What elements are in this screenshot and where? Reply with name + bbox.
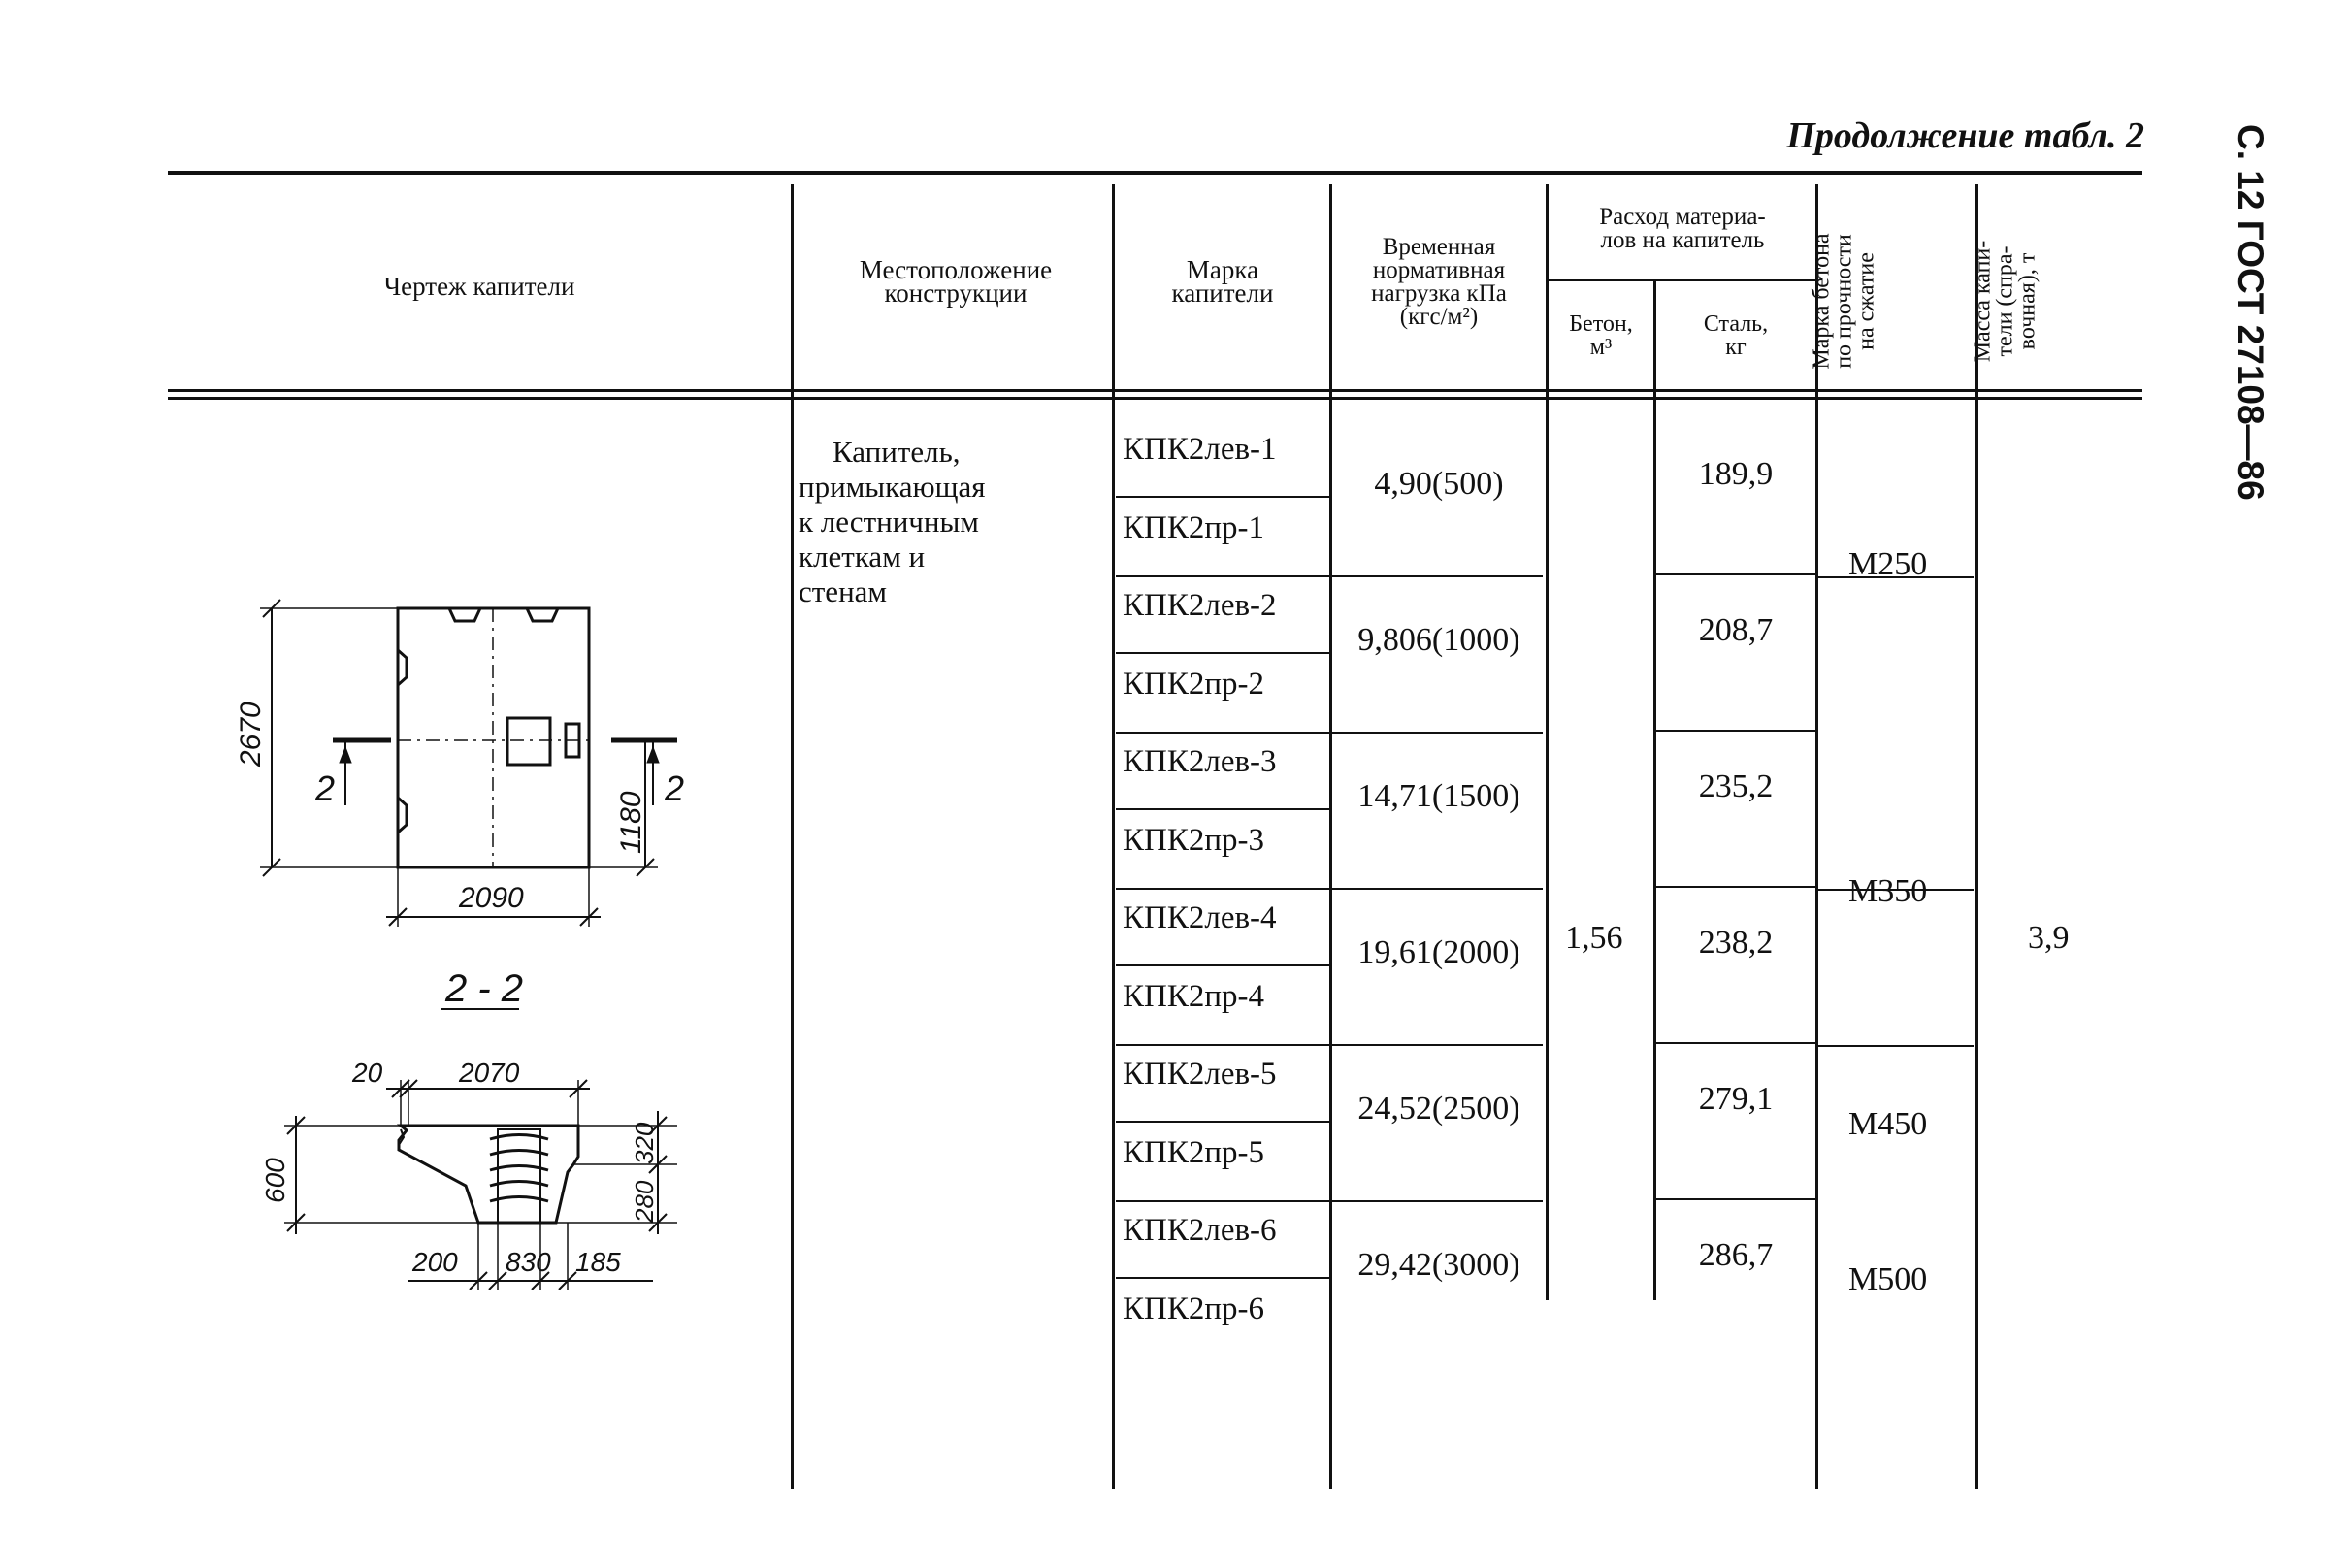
- capital-drawing: [168, 543, 789, 1320]
- header-mark: Марка капители: [1171, 255, 1274, 308]
- dim-1180: 1180: [615, 791, 647, 854]
- mark-cell: КПК2пр-6: [1123, 1290, 1265, 1326]
- mark-cell: КПК2пр-3: [1123, 822, 1265, 858]
- mark-row-divider: [1116, 964, 1329, 966]
- dim-20: 20: [352, 1058, 383, 1088]
- grade-m450: М450: [1848, 1106, 1928, 1142]
- load-cell: 4,90(500): [1374, 466, 1504, 502]
- col-divider-2: [1112, 184, 1115, 1489]
- grade-m250: М250: [1848, 546, 1928, 582]
- mark-cell: КПК2лев-6: [1123, 1213, 1277, 1248]
- steel-row-divider: [1656, 573, 1815, 575]
- load-cell: 24,52(2500): [1357, 1091, 1520, 1127]
- dim-280: 280: [630, 1180, 659, 1223]
- capital-mass: 3,9: [2028, 920, 2070, 956]
- section-mark-right: 2: [665, 768, 685, 808]
- dim-600: 600: [260, 1158, 290, 1203]
- mark-cell: КПК2лев-1: [1123, 432, 1277, 467]
- mark-cell: КПК2пр-4: [1123, 978, 1265, 1014]
- mark-cell: КПК2лев-5: [1123, 1057, 1277, 1092]
- header-mass: Масса капи- тели (спра- вочная), т: [1970, 240, 2041, 363]
- dim-2670: 2670: [235, 702, 267, 767]
- group-row-divider: [1116, 732, 1543, 734]
- col-divider-1: [791, 184, 794, 1489]
- mark-cell: КПК2пр-2: [1123, 666, 1265, 702]
- load-cell: 29,42(3000): [1357, 1247, 1520, 1283]
- mark-cell: КПК2лев-2: [1123, 588, 1277, 623]
- group-row-divider: [1116, 575, 1543, 577]
- mark-row-divider: [1116, 496, 1329, 498]
- steel-row-divider: [1656, 1042, 1815, 1044]
- steel-cell: 286,7: [1698, 1237, 1774, 1273]
- header-concrete-volume: Бетон, м³: [1569, 311, 1633, 360]
- load-cell: 9,806(1000): [1357, 622, 1520, 658]
- dim-2090: 2090: [459, 882, 524, 914]
- steel-cell: 279,1: [1698, 1081, 1774, 1117]
- steel-cell: 208,7: [1698, 612, 1774, 648]
- steel-cell: 235,2: [1698, 768, 1774, 804]
- load-cell: 19,61(2000): [1357, 934, 1520, 970]
- group-row-divider: [1116, 1200, 1543, 1202]
- mark-cell: КПК2лев-4: [1123, 900, 1277, 935]
- group-row-divider: [1116, 1044, 1543, 1046]
- header-load: Временная нормативная нагрузка кПа (кгс/м²): [1371, 234, 1507, 330]
- header-concrete-grade: Марка бетона по прочности на сжатие: [1809, 233, 1879, 370]
- group-row-divider: [1116, 888, 1543, 890]
- document-side-header: С. 12 ГОСТ 27108—86: [2231, 124, 2270, 501]
- grade-row-divider: [1818, 1045, 1974, 1047]
- table-top-border: [168, 171, 2142, 175]
- header-materials: Расход материа- лов на капитель: [1599, 204, 1766, 253]
- steel-row-divider: [1656, 730, 1815, 732]
- mark-cell: КПК2пр-5: [1123, 1134, 1265, 1170]
- steel-row-divider: [1656, 886, 1815, 888]
- mark-row-divider: [1116, 652, 1329, 654]
- mark-row-divider: [1116, 1277, 1329, 1279]
- section-title: 2 - 2: [445, 967, 524, 1010]
- mark-row-divider: [1116, 1121, 1329, 1123]
- load-cell: 14,71(1500): [1357, 778, 1520, 814]
- steel-row-divider: [1656, 1198, 1815, 1200]
- dim-830: 830: [506, 1247, 551, 1277]
- dim-200: 200: [412, 1247, 458, 1277]
- header-steel: Сталь, кг: [1703, 311, 1769, 360]
- steel-cell: 238,2: [1698, 925, 1774, 961]
- dim-320: 320: [630, 1122, 659, 1164]
- mark-cell: КПК2пр-1: [1123, 509, 1265, 545]
- header-drawing: Чертеж капители: [383, 272, 575, 301]
- col-divider-3: [1329, 184, 1332, 1489]
- steel-cell: 189,9: [1698, 456, 1774, 492]
- grade-m500: М500: [1848, 1261, 1928, 1297]
- mark-cell: КПК2лев-3: [1123, 744, 1277, 779]
- table-continuation-label: Продолжение табл. 2: [1786, 115, 2144, 156]
- materials-header-rule: [1546, 279, 1817, 281]
- section-mark-left: 2: [315, 768, 336, 808]
- location-description: Капитель, примыкающая к лестничным клеткам и стенам: [799, 435, 986, 608]
- concrete-volume: 1,56: [1565, 920, 1623, 956]
- dim-185: 185: [575, 1247, 621, 1277]
- mark-row-divider: [1116, 808, 1329, 810]
- dim-2070: 2070: [459, 1058, 520, 1088]
- header-location: Местоположение конструкции: [859, 255, 1053, 308]
- grade-m350: М350: [1848, 873, 1928, 909]
